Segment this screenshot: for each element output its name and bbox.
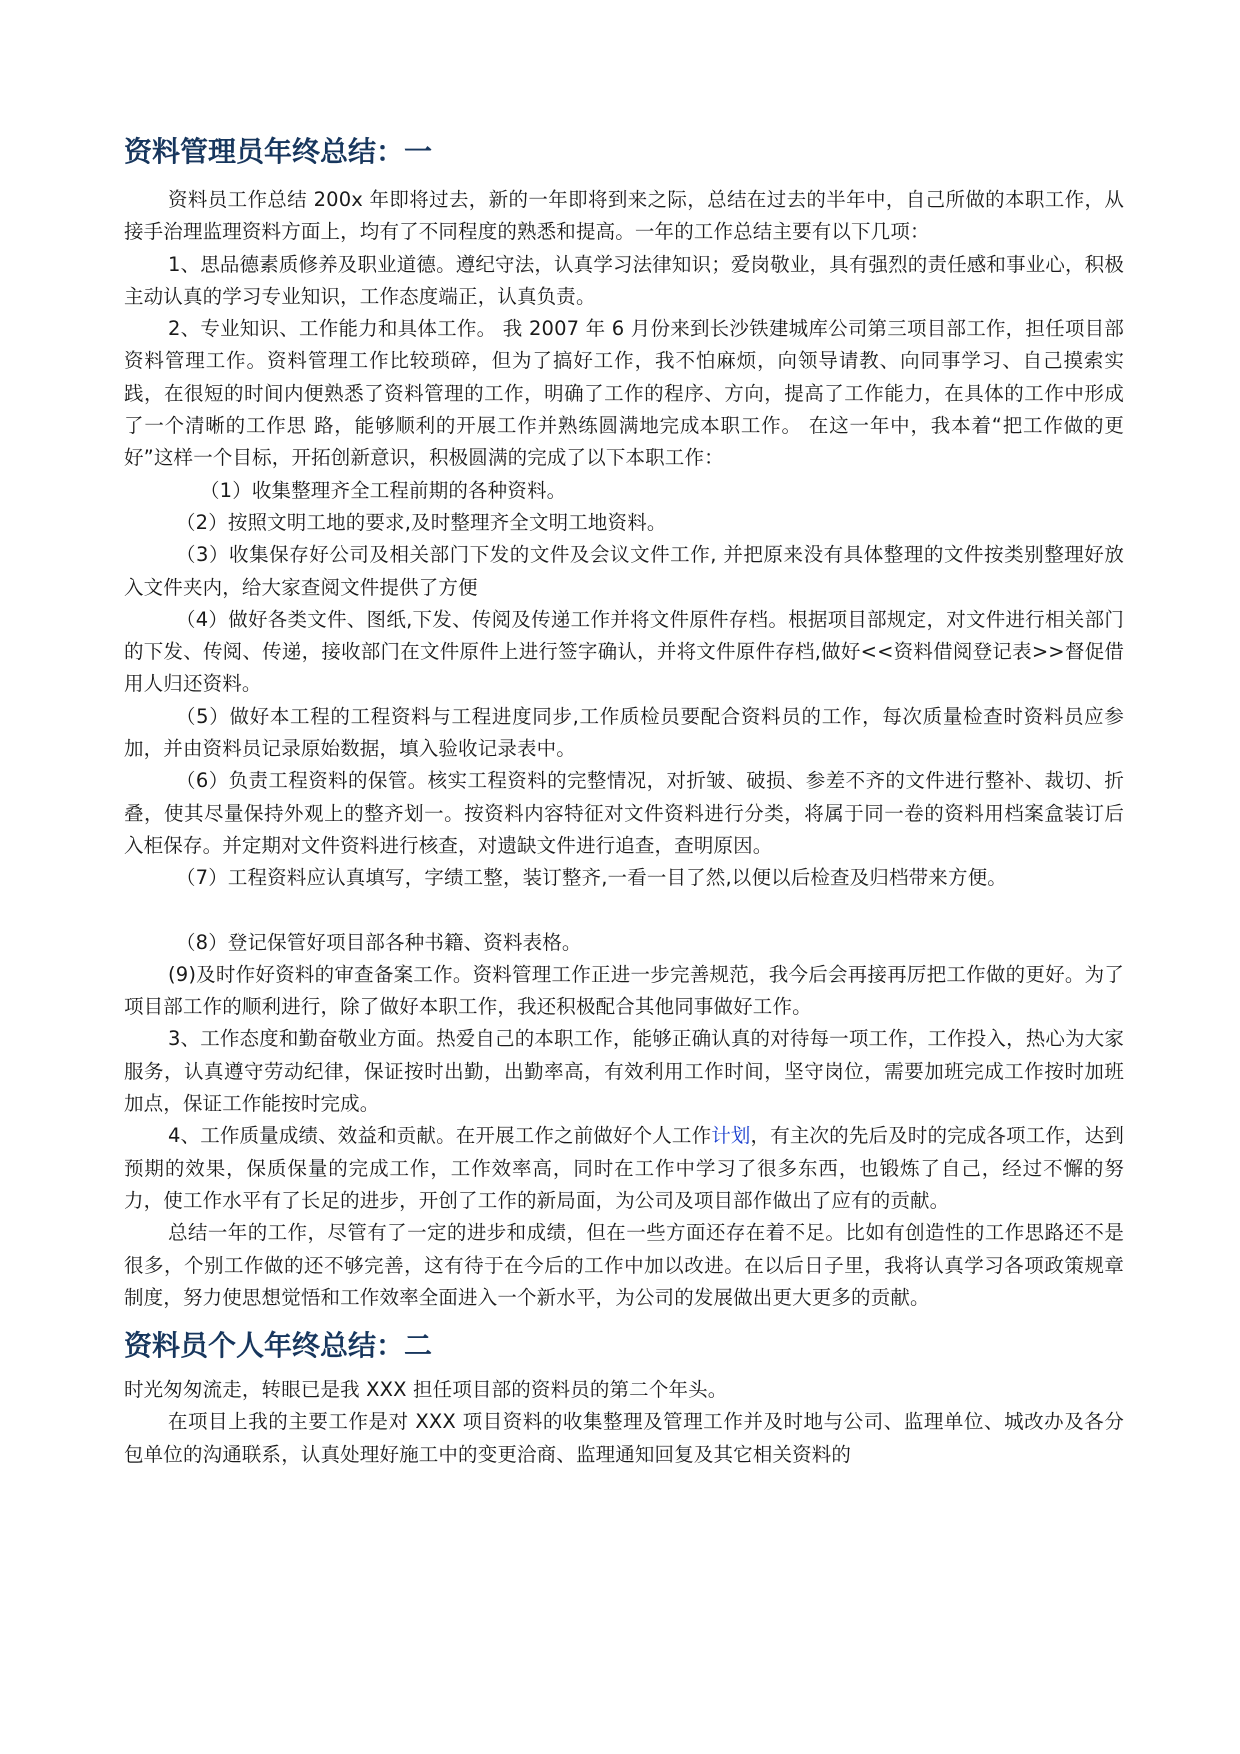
paragraph-item-4-after: ，有主次的先后及时的完成各项工作，达到预期的效果，保质保量的完成工作，工作效率高，同时在工作中学习了很多东西，也锻炼了自己，经过不懈的努力，使工作水平有了长足的进步，开创了工作的新局面，为公司及项目部作做出了应有的贡献。 <box>124 1124 1124 1212</box>
paragraph-item-1: 1、思品德素质修养及职业道德。遵纪守法，认真学习法律知识；爱岗敬业，具有强烈的责任感和事业心，积极主动认真的学习专业知识，工作态度端正，认真负责。 <box>124 252 1124 308</box>
document-page <box>124 0 1124 1471</box>
list-item-6: （6）负责工程资料的保管。核实工程资料的完整情况，对折皱、破损、参差不齐的文件进行整补、裁切、折叠，使其尽量保持外观上的整齐划一。按资料内容特征对文件资料进行分类，将属于同一卷的资料用档案盒装订后入柜保存。并定期对文件资料进行核查，对遗缺文件进行追查，查明原因。 <box>124 769 1124 857</box>
list-item-5: （5）做好本工程的工程资料与工程进度同步,工作质检员要配合资料员的工作，每次质量检查时资料员应参加，并由资料员记录原始数据，填入验收记录表中。 <box>124 704 1124 761</box>
paragraph-conclusion: 总结一年的工作，尽管有了一定的进步和成绩，但在一些方面还存在着不足。比如有创造性的工作思路还不是很多，个别工作做的还不够完善，这有待于在今后的工作中加以改进。在以后日子里，我将认真学习各项政策规章制度，努力使思想觉悟和工作效率全面进入一个新水平，为公司的发展做出更大更多的贡献。 <box>124 1221 1124 1309</box>
list-item-4: （4）做好各类文件、图纸,下发、传阅及传递工作并将文件原件存档。根据项目部规定，对文件进行相关部门的下发、传阅、传递，接收部门在文件原件上进行签字确认，并将文件原件存档,做好<<资料借阅登记表>>督促借用人归还资料。 <box>124 607 1124 696</box>
paragraph-item-3: 3、工作态度和勤奋敬业方面。热爱自己的本职工作，能够正确认真的对待每一项工作，工作投入，热心为大家服务，认真遵守劳动纪律，保证按时出勤，出勤率高，有效利用工作时间，坚守岗位，需要加班完成工作按时加班加点，保证工作能按时完成。 <box>124 1027 1124 1116</box>
blank-line <box>124 895 1124 927</box>
paragraph-item-2: 2、专业知识、工作能力和具体工作。 我 2007 年 6 月份来到长沙铁建城库公司第三项目部工作，担任项目部资料管理工作。资料管理工作比较琐碎，但为了搞好工作，我不怕麻烦，向领导请教、向同事学习、自己摸索实践，在很短的时间内便熟悉了资料管理的工作，明确了工作的程序、方向，提高了工作能力，在具体的工作中形成了一个清晰的工作思 路，能够顺利的开展工作并熟练圆满地完成本职工作。 在这一年中，我本着“把工作做的更好”这样一个目标，开拓创新意识，积极圆满的完成了以下本职工作： <box>124 317 1124 470</box>
list-item-1: （1）收集整理齐全工程前期的各种资料。 <box>200 478 567 502</box>
section1-title: 资料管理员年终总结：一 <box>124 135 433 168</box>
paragraph-item-4-before: 4、工作质量成绩、效益和贡献。在开展工作之前做好个人工作 <box>168 1124 712 1148</box>
paragraph-intro: 资料员工作总结 200x 年即将过去，新的一年即将到来之际，总结在过去的半年中，自己所做的本职工作，从接手治理监理资料方面上，均有了不同程度的熟悉和提高。一年的工作总结主要有以下几项： <box>124 188 1124 244</box>
plan-link[interactable]: 计划 <box>711 1124 751 1148</box>
list-item-8: （8）登记保管好项目部各种书籍、资料表格。 <box>176 930 582 954</box>
section2-title: 资料员个人年终总结：二 <box>124 1329 433 1363</box>
section2-paragraph-1: 时光匆匆流走，转眼已是我 XXX 担任项目部的资料员的第二个年头。 <box>124 1378 728 1402</box>
paragraph-item-4 <box>124 1120 1124 1217</box>
list-item-2: （2）按照文明工地的要求,及时整理齐全文明工地资料。 <box>176 510 667 534</box>
list-item-3: （3）收集保存好公司及相关部门下发的文件及会议文件工作, 并把原来没有具体整理的文件按类别整理好放入文件夹内，给大家查阅文件提供了方便 <box>124 543 1124 599</box>
list-item-7: （7）工程资料应认真填写，字绩工整，装订整齐,一看一目了然,以便以后检查及归档带来方便。 <box>176 866 1007 890</box>
list-item-9: (9)及时作好资料的审查备案工作。资料管理工作正进一步完善规范，我今后会再接再厉把工作做的更好。为了项目部工作的顺利进行，除了做好本职工作，我还积极配合其他同事做好工作。 <box>124 962 1124 1019</box>
section2-paragraph-2: 在项目上我的主要工作是对 XXX 项目资料的收集整理及管理工作并及时地与公司、监理单位、城改办及各分包单位的沟通联系，认真处理好施工中的变更洽商、监理通知回复及其它相关资料的 <box>124 1410 1124 1466</box>
